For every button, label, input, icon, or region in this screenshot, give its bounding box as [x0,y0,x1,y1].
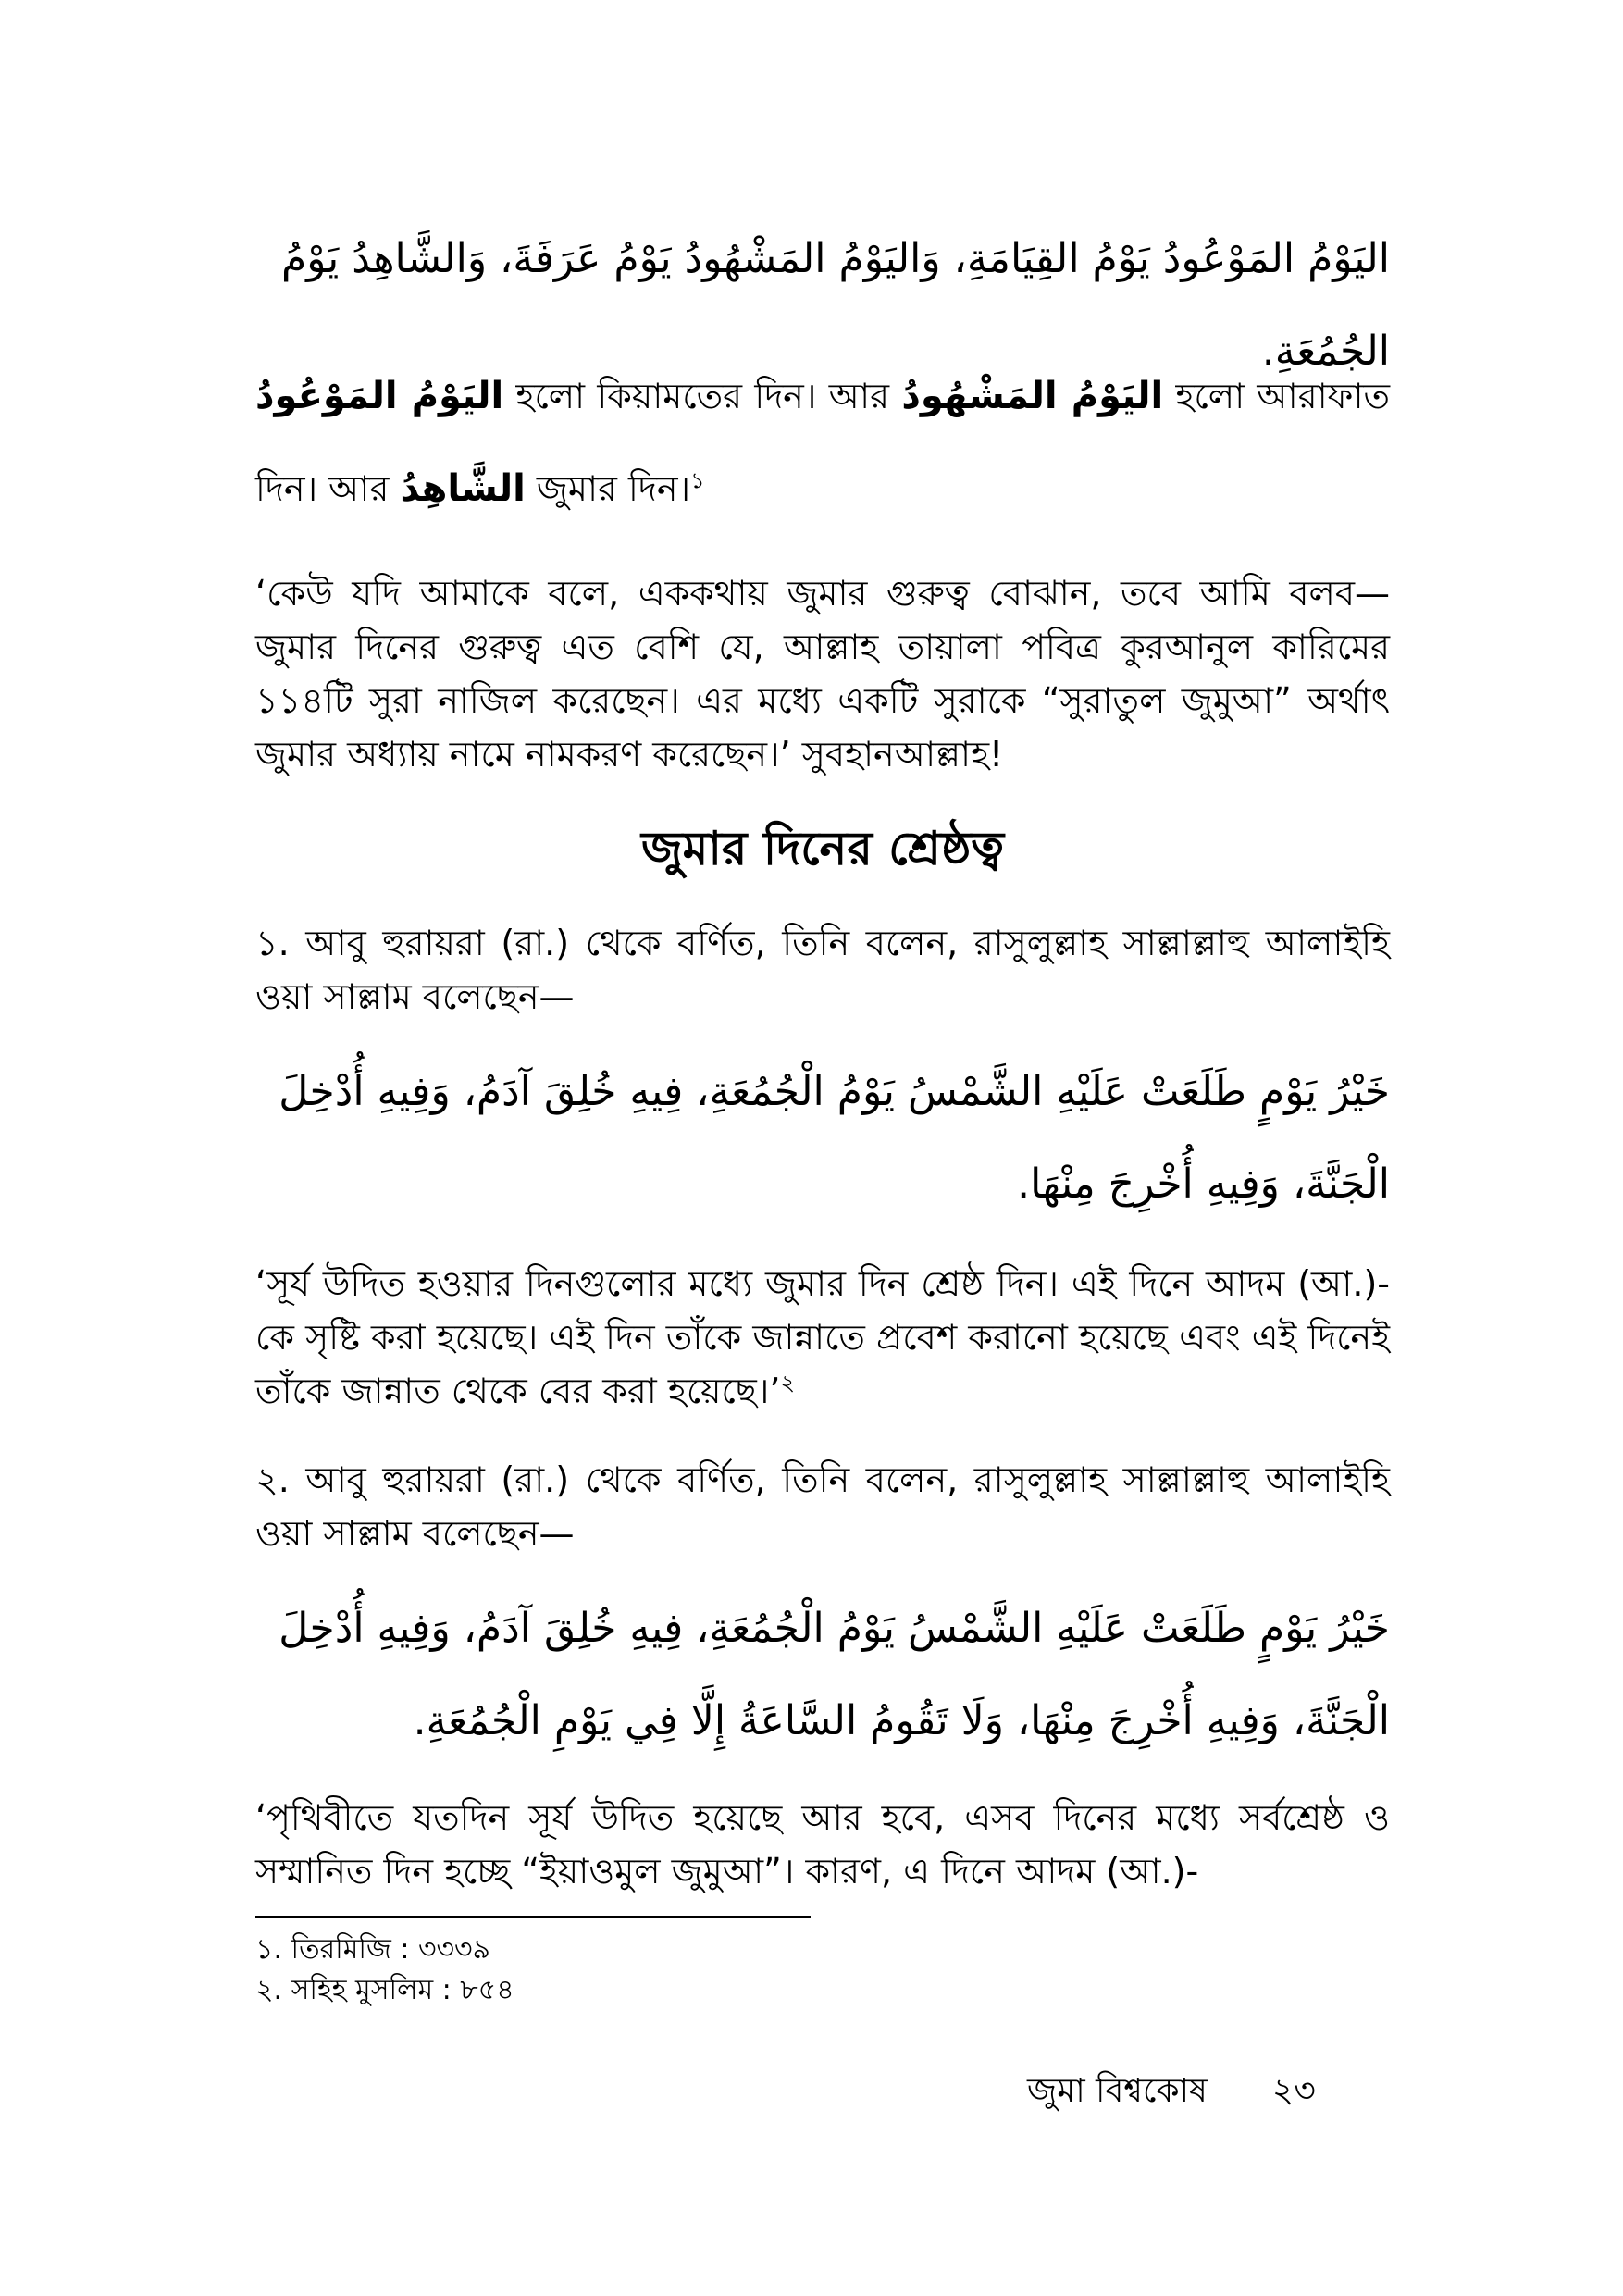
hadith-2-intro: ২. আবু হুরায়রা (রা.) থেকে বর্ণিত, তিনি বলেন, রাসুলুল্লাহ সাল্লাল্লাহু আলাইহি ওয়া সাল্লাম বলেছেন— [255,1459,1390,1554]
term-shahid: الشَّاهِدُ [400,467,526,510]
hadith-2-translation: ‘পৃথিবীতে যতদিন সূর্য উদিত হয়েছে আর হবে, এসব দিনের মধ্যে সর্বশ্রেষ্ঠ ও সম্মানিত দিন হচ্ছে “ইয়াওমুল জুমুআ”। কারণ, এ দিনে আদম (আ.)- [255,1797,1390,1892]
footnote-ref-1: ১ [690,467,705,494]
gloss-text-3: জুমার দিন। [536,468,691,509]
footnote-ref-2: ২ [780,1370,796,1396]
gloss-text-2: হলো আরাফাত দিন। আর [255,376,1390,509]
term-yawm-mawud: اليَوْمُ المَوْعُودُ [255,375,504,417]
gloss-paragraph [255,350,1390,535]
intro-paragraph: ‘কেউ যদি আমাকে বলে, এককথায় জুমার গুরুত্ব বোঝান, তবে আমি বলব—জুমার দিনের গুরুত্ব এত বেশি যে, আল্লাহ তায়ালা পবিত্র কুরআনুল কারিমের ১১৪টি সুরা নাজিল করেছেন। এর মধ্যে একটি সুরাকে “সুরাতুল জুমুআ” অর্থাৎ জুমার অধ্যায় নামে নামকরণ করেছেন।’ সুবহানআল্লাহ! [255,573,1390,775]
hadith-2-arabic: خَيْرُ يَوْمٍ طَلَعَتْ عَلَيْهِ الشَّمْسُ يَوْمُ الْجُمُعَةِ، فِيهِ خُلِقَ آدَمُ، وَفِيهِ أُدْخِلَ الْجَنَّةَ، وَفِيهِ أُخْرِجَ مِنْهَا، وَلَا تَقُومُ السَّاعَةُ إِلَّا فِي يَوْمِ الْجُمُعَةِ. [279,1605,1390,1744]
footnote-2: ২. সহিহ মুসলিম : ৮৫৪ [255,1974,514,2006]
hadith-1-translation-text: ‘সূর্য উদিত হওয়ার দিনগুলোর মধ্যে জুমার দিন শ্রেষ্ঠ দিন। এই দিনে আদম (আ.)-কে সৃষ্টি করা হয়েছে। এই দিন তাঁকে জান্নাতে প্রবেশ করানো হয়েছে এবং এই দিনেই তাঁকে জান্নাত থেকে বের করা হয়েছে।’ [255,1263,1390,1411]
footnote-divider [255,1916,811,1918]
hadith-1-arabic: خَيْرُ يَوْمٍ طَلَعَتْ عَلَيْهِ الشَّمْسُ يَوْمُ الْجُمُعَةِ، فِيهِ خُلِقَ آدَمُ، وَفِيهِ أُدْخِلَ الْجَنَّةَ، وَفِيهِ أُخْرِجَ مِنْهَا. [279,1068,1390,1208]
section-heading: জুমার দিনের শ্রেষ্ঠত্ব [640,822,1005,875]
page-number: ২৩ [1271,2072,1316,2110]
book-title: জুমা বিশ্বকোষ [1027,2072,1208,2110]
page-footer [1027,2068,1316,2115]
footnote-1: ১. তিরমিজি : ৩৩৩৯ [255,1933,490,1966]
hadith-1-translation [255,1257,1390,1418]
gloss-text-1: হলো কিয়ামতের দিন। আর [515,376,889,416]
arabic-quote-days: اليَوْمُ المَوْعُودُ يَوْمُ القِيَامَةِ، وَاليَوْمُ المَشْهُودُ يَوْمُ عَرَفَةَ، وَالشَّاهِدُ يَوْمُ الجُمُعَةِ. [281,235,1390,375]
hadith-1-intro: ১. আবু হুরায়রা (রা.) থেকে বর্ণিত, তিনি বলেন, রাসুলুল্লাহ সাল্লাল্লাহু আলাইহি ওয়া সাল্লাম বলেছেন— [255,923,1390,1017]
term-yawm-mashhud: اليَوْمُ المَشْهُودُ [901,375,1164,417]
